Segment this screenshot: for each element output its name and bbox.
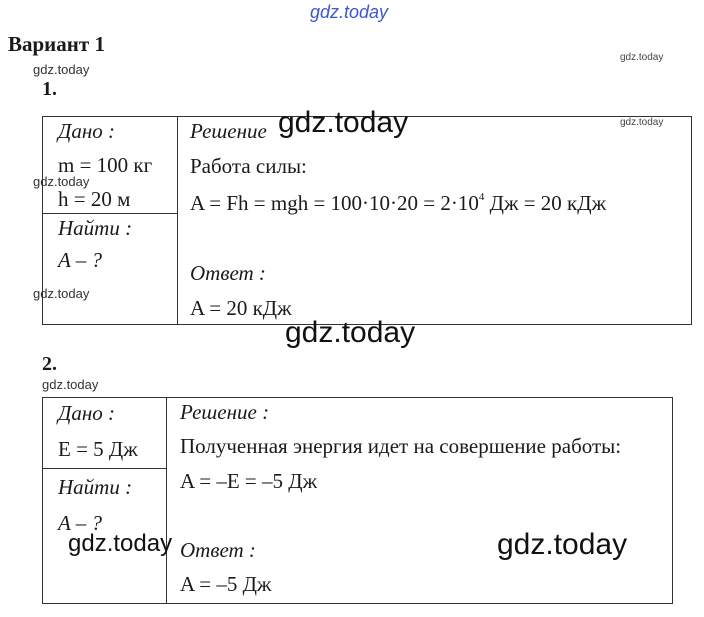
- given-mass: m = 100 кг: [58, 153, 153, 177]
- solution-line: Полученная энергия идет на совершение работы:: [180, 434, 622, 458]
- problem-number: 2.: [42, 353, 57, 375]
- watermark: gdz.today: [278, 106, 409, 139]
- solution-label: Решение: [190, 119, 267, 143]
- solution-line: Работа силы:: [190, 154, 307, 178]
- watermark: gdz.today: [285, 316, 416, 349]
- watermark: gdz.today: [497, 528, 628, 561]
- given-label: Дано :: [58, 401, 116, 425]
- answer-value: A = 20 кДж: [190, 296, 292, 320]
- solution-formula: A = Fh = mgh = $100\cdot 10\cdot 20 = 2\cdot 10^4$ Дж = 20 кДж: [190, 191, 607, 215]
- table-divider: [177, 116, 178, 324]
- given-height: h = 20 м: [58, 187, 131, 211]
- page-title: Вариант 1: [8, 32, 105, 56]
- find-label: Найти :: [58, 216, 133, 240]
- watermark: gdz.today: [620, 117, 664, 128]
- given-energy: E = 5 Дж: [58, 437, 138, 461]
- find-label: Найти :: [58, 475, 133, 499]
- problem-number: 1.: [42, 78, 57, 100]
- answer-value: A = –5 Дж: [180, 572, 272, 596]
- solution-label: Решение :: [180, 400, 270, 424]
- watermark: gdz.today: [620, 52, 664, 63]
- given-label: Дано :: [58, 119, 116, 143]
- find-value: A – ?: [58, 248, 102, 272]
- watermark: gdz.today: [33, 286, 90, 301]
- table-border: [42, 116, 692, 325]
- solution-formula: A = –E = –5 Дж: [180, 469, 318, 493]
- table-divider: [166, 397, 167, 603]
- watermark: gdz.today: [33, 174, 90, 189]
- answer-label: Ответ :: [180, 538, 256, 562]
- table-divider: [42, 213, 177, 214]
- answer-label: Ответ :: [190, 261, 266, 285]
- watermark: gdz.today: [33, 62, 90, 77]
- watermark: gdz.today: [68, 530, 173, 557]
- table-border: [42, 397, 673, 604]
- watermark: gdz.today: [42, 377, 99, 392]
- table-divider: [42, 468, 166, 469]
- watermark-top: gdz.today: [310, 2, 389, 22]
- find-value: A – ?: [58, 511, 102, 535]
